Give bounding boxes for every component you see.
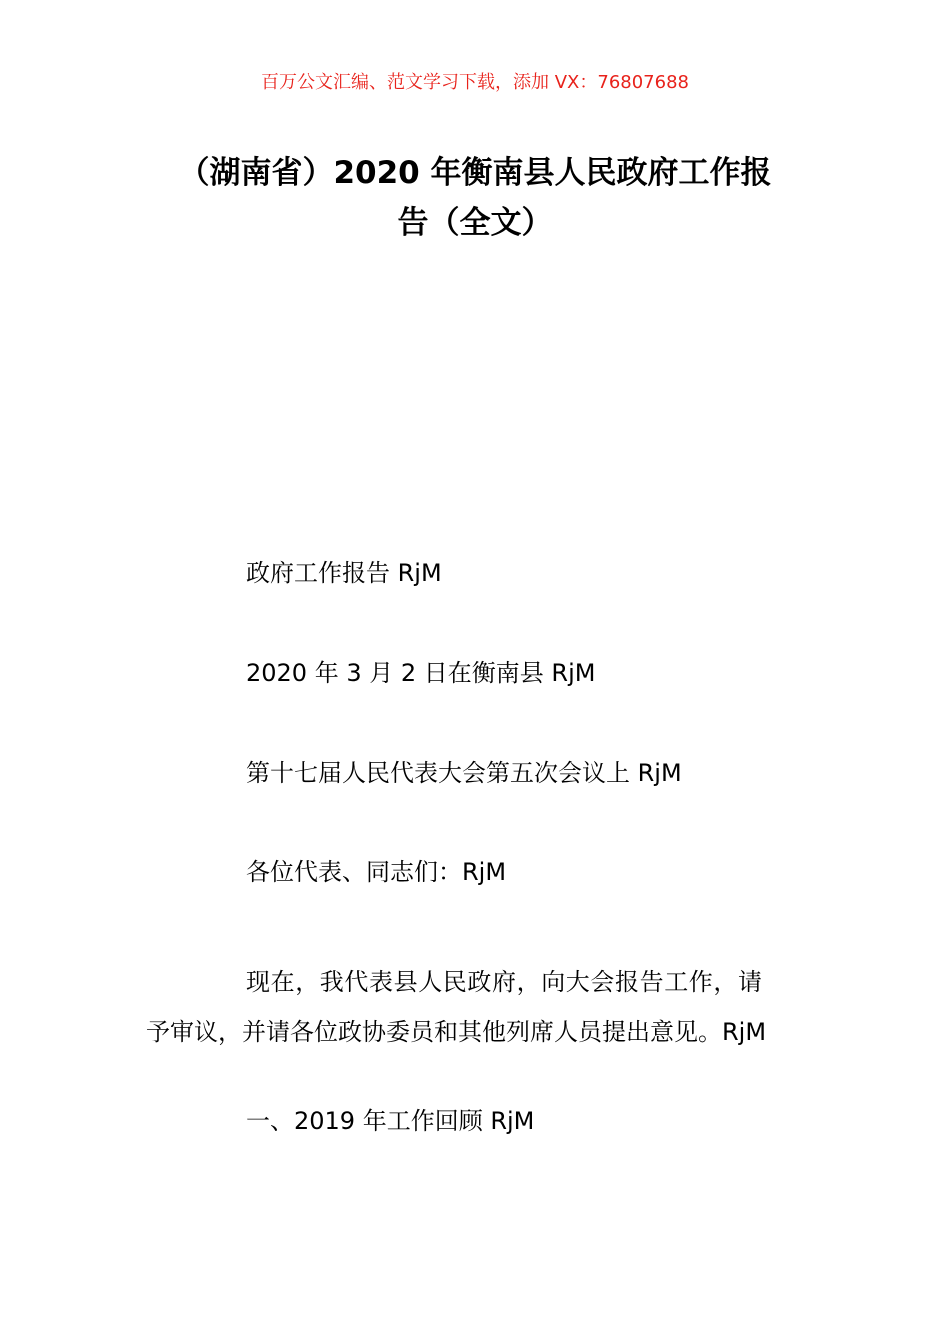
title-line-2: 告（全文） <box>397 205 553 241</box>
intro-line-1: 现在，我代表县人民政府，向大会报告工作，请 <box>246 968 763 996</box>
title-line-1: （湖南省）2020 年衡南县人民政府工作报 <box>178 155 772 191</box>
section-heading: 一、2019 年工作回顾 RjM <box>246 1107 535 1135</box>
header-watermark-note: 百万公文汇编、范文学习下载，添加 VX：76807688 <box>261 72 689 93</box>
intro-line-2: 予审议，并请各位政协委员和其他列席人员提出意见。RjM <box>146 1018 767 1046</box>
report-label: 政府工作报告 RjM <box>246 559 442 587</box>
salutation: 各位代表、同志们：RjM <box>246 858 507 886</box>
congress-session-line: 第十七届人民代表大会第五次会议上 RjM <box>246 759 682 787</box>
report-date-line: 2020 年 3 月 2 日在衡南县 RjM <box>246 659 596 687</box>
document-title <box>140 148 810 248</box>
intro-paragraph <box>146 957 806 1057</box>
